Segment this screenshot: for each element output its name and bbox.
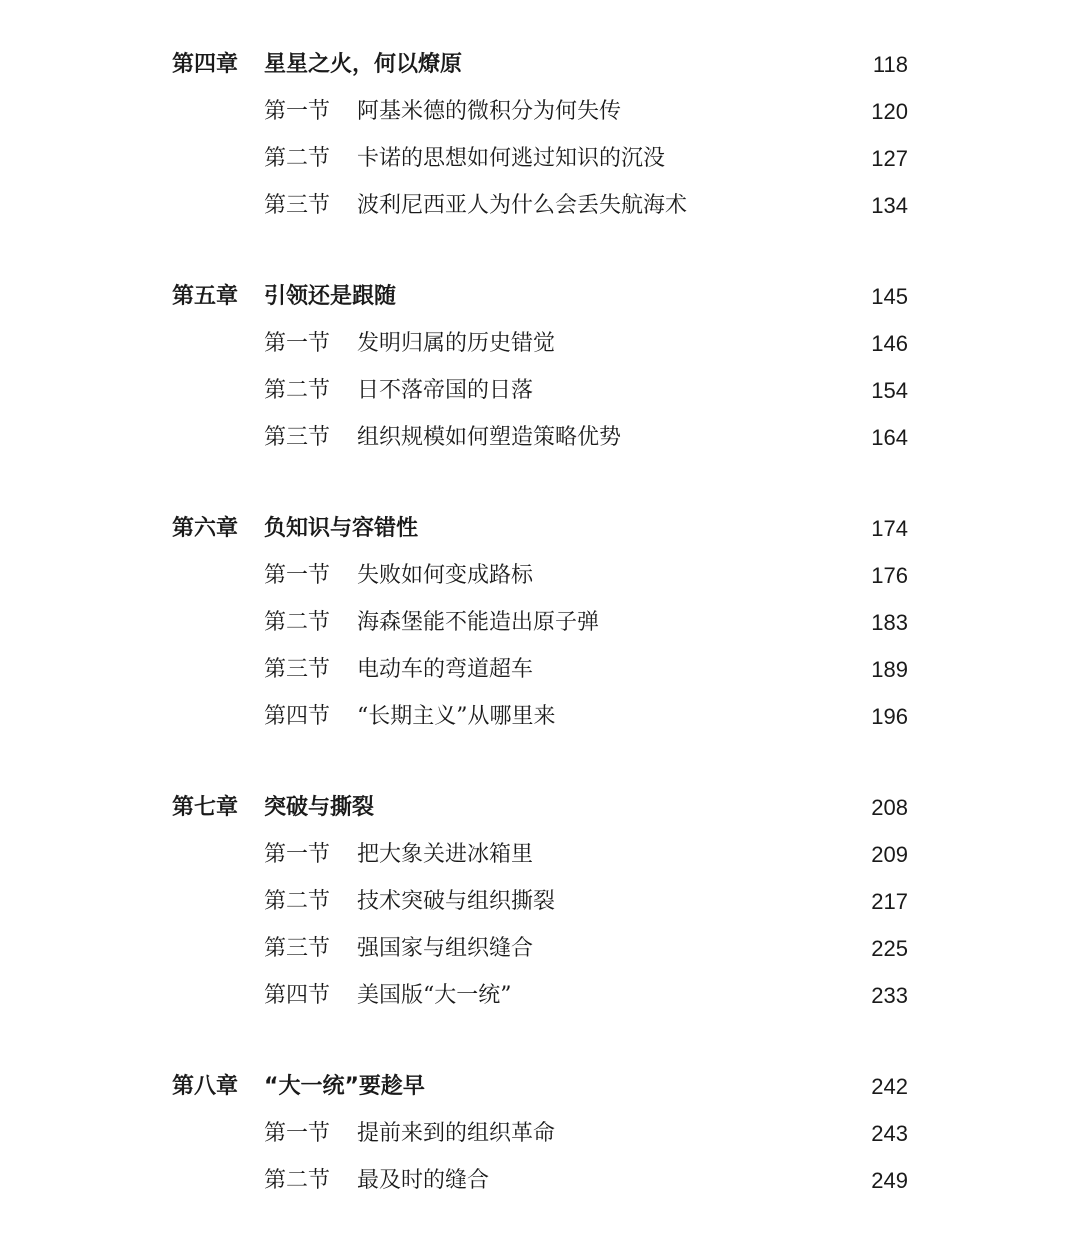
section-title: 发明归属的历史错觉 (357, 331, 556, 356)
section-number: 第一节 (264, 563, 331, 588)
section-entry[interactable] (0, 878, 1080, 925)
section-entry[interactable] (0, 599, 1080, 646)
chapter-title: 星星之火，何以燎原 (264, 52, 463, 77)
section-title: 阿基米德的微积分为何失传 (357, 99, 622, 124)
page-number: 233 (871, 983, 908, 1008)
section-title: 提前来到的组织革命 (357, 1121, 556, 1146)
chapter-block (0, 0, 1080, 229)
section-entry[interactable] (0, 972, 1080, 1019)
section-entry[interactable] (0, 693, 1080, 740)
page-number: 154 (871, 378, 908, 403)
chapter-number: 第六章 (172, 516, 239, 541)
section-number: 第三节 (264, 657, 331, 682)
section-title: 海森堡能不能造出原子弹 (357, 610, 600, 635)
chapter-number: 第八章 (172, 1074, 239, 1099)
page-number: 242 (871, 1074, 908, 1099)
chapter-block (0, 505, 1080, 740)
section-number: 第二节 (264, 889, 331, 914)
chapter-block (0, 1063, 1080, 1204)
chapter-number: 第五章 (172, 284, 239, 309)
page-number: 209 (871, 842, 908, 867)
chapter-title: 负知识与容错性 (264, 516, 419, 541)
section-title: 强国家与组织缝合 (357, 936, 534, 961)
section-title: 把大象关进冰箱里 (357, 842, 534, 867)
section-number: 第三节 (264, 936, 331, 961)
section-title: “长期主义”从哪里来 (357, 704, 556, 729)
section-title: 技术突破与组织撕裂 (357, 889, 556, 914)
section-entry[interactable] (0, 1110, 1080, 1157)
chapter-heading[interactable] (0, 41, 1080, 88)
section-entry[interactable] (0, 135, 1080, 182)
section-number: 第二节 (264, 610, 331, 635)
section-number: 第四节 (264, 983, 331, 1008)
section-entry[interactable] (0, 320, 1080, 367)
chapter-block (0, 784, 1080, 1019)
page-number: 183 (871, 610, 908, 635)
chapter-heading[interactable] (0, 1063, 1080, 1110)
page-number: 146 (871, 331, 908, 356)
section-entry[interactable] (0, 646, 1080, 693)
section-number: 第一节 (264, 99, 331, 124)
page-number: 145 (871, 284, 908, 309)
chapter-title: 突破与撕裂 (264, 795, 375, 820)
page-number: 164 (871, 425, 908, 450)
section-number: 第二节 (264, 146, 331, 171)
page-number: 176 (871, 563, 908, 588)
chapter-heading[interactable] (0, 273, 1080, 320)
section-title: 波利尼西亚人为什么会丢失航海术 (357, 193, 688, 218)
page-number: 118 (872, 52, 908, 77)
section-entry[interactable] (0, 552, 1080, 599)
page-number: 127 (871, 146, 908, 171)
section-entry[interactable] (0, 88, 1080, 135)
section-title: 失败如何变成路标 (357, 563, 534, 588)
section-title: 组织规模如何塑造策略优势 (357, 425, 622, 450)
chapter-heading[interactable] (0, 505, 1080, 552)
section-title: 卡诺的思想如何逃过知识的沉没 (357, 146, 666, 171)
section-number: 第一节 (264, 842, 331, 867)
chapter-heading[interactable] (0, 784, 1080, 831)
page-number: 225 (871, 936, 908, 961)
page-number: 208 (871, 795, 908, 820)
section-title: 最及时的缝合 (357, 1168, 490, 1193)
page-number: 189 (871, 657, 908, 682)
section-number: 第一节 (264, 1121, 331, 1146)
section-number: 第一节 (264, 331, 331, 356)
page-number: 196 (871, 704, 908, 729)
page-number: 249 (871, 1168, 908, 1193)
page-number: 217 (871, 889, 908, 914)
section-number: 第二节 (264, 1168, 331, 1193)
chapter-number: 第七章 (172, 795, 239, 820)
section-number: 第三节 (264, 425, 331, 450)
section-number: 第四节 (264, 704, 331, 729)
page-number: 120 (871, 99, 908, 124)
section-entry[interactable] (0, 831, 1080, 878)
page-number: 243 (871, 1121, 908, 1146)
section-entry[interactable] (0, 925, 1080, 972)
section-entry[interactable] (0, 1157, 1080, 1204)
chapter-title: “大一统”要趁早 (264, 1074, 425, 1099)
section-number: 第二节 (264, 378, 331, 403)
section-number: 第三节 (264, 193, 331, 218)
chapter-title: 引领还是跟随 (264, 284, 397, 309)
chapter-number: 第四章 (172, 52, 239, 77)
page-number: 134 (871, 193, 908, 218)
section-title: 电动车的弯道超车 (357, 657, 534, 682)
section-entry[interactable] (0, 367, 1080, 414)
section-entry[interactable] (0, 182, 1080, 229)
section-entry[interactable] (0, 414, 1080, 461)
section-title: 日不落帝国的日落 (357, 378, 534, 403)
page-number: 174 (871, 516, 908, 541)
chapter-block (0, 273, 1080, 461)
section-title: 美国版“大一统” (357, 983, 512, 1008)
